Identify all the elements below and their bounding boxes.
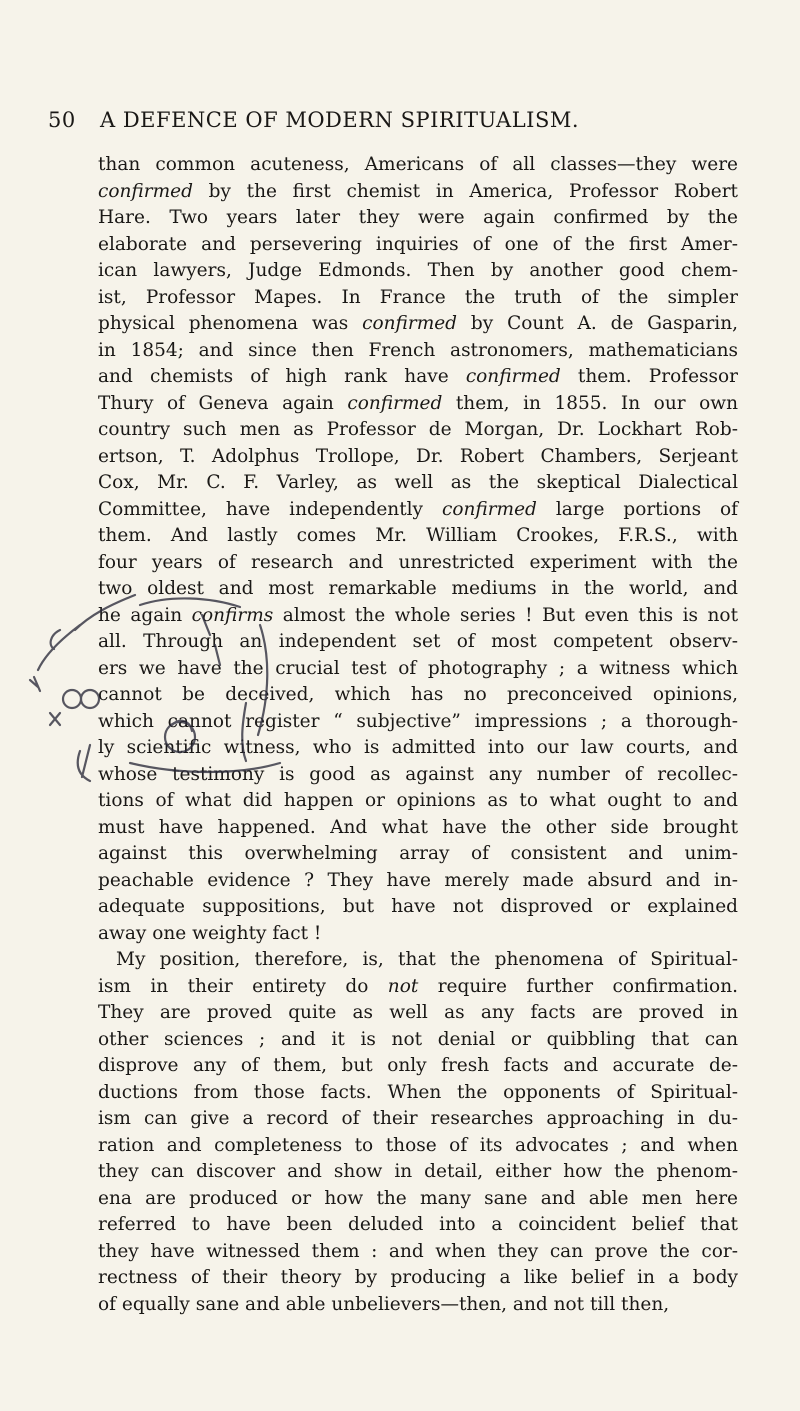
text-run: them. And lastly comes Mr. William Crookes, F.R.S., with: [98, 525, 738, 546]
text-run: all. Through an independent set of most competent observ-: [98, 631, 738, 652]
text-run: in 1854; and since then French astronomers, mathematicians: [98, 339, 738, 361]
text-line: [98, 788, 738, 815]
text-line: [98, 762, 738, 789]
text-run: which cannot register “ subjective” impressions ; a thorough-: [98, 710, 738, 732]
text-run: My position, therefore, is, that the phenomena of Spiritual-: [116, 949, 738, 970]
text-run: ductions from those facts. When the opponents of Spiritual-: [98, 1081, 738, 1103]
text-line: [98, 974, 738, 1001]
text-line: [98, 205, 738, 232]
text-run: ly scientific witness, who is admitted into our law courts, and: [98, 737, 738, 758]
text-run: large portions of: [536, 498, 738, 520]
text-run: ican lawyers, Judge Edmonds. Then by another good chem-: [98, 260, 738, 281]
text-line: [98, 497, 738, 524]
text-run: and chemists of high rank have: [98, 366, 466, 387]
text-line: [98, 179, 738, 206]
text-run: ration and completeness to those of its advocates ; and when: [98, 1134, 738, 1156]
italic-run: not: [387, 975, 419, 997]
text-run: peachable evidence ? They have merely made absurd and in-: [98, 869, 738, 891]
text-line: [98, 285, 738, 312]
text-run: of equally sane and able unbelievers—then, and not till then,: [98, 1293, 670, 1315]
text-line: [98, 1212, 738, 1239]
text-line: [98, 1133, 738, 1160]
text-run: rectness of their theory by producing a like belief in a body: [98, 1267, 738, 1288]
text-run: cannot be deceived, which has no preconceived opinions,: [98, 684, 738, 705]
text-run: almost the whole series ! But even this is not: [273, 604, 739, 626]
italic-run: confirms: [191, 604, 274, 626]
italic-run: confirmed: [347, 392, 443, 414]
text-run: referred to have been deluded into a coincident belief that: [98, 1214, 738, 1235]
text-line: [98, 152, 738, 179]
text-run: ers we have the crucial test of photography ; a witness which: [98, 657, 738, 679]
text-run: They are proved quite as well as any facts are proved in: [98, 1002, 738, 1023]
text-run: Committee, have independently: [98, 498, 442, 520]
text-run: they can discover and show in detail, either how the phenom-: [98, 1161, 738, 1182]
text-run: tions of what did happen or opinions as to what ought to and: [98, 790, 738, 811]
text-line: [98, 656, 738, 683]
text-line: [98, 1000, 738, 1027]
text-line: [98, 841, 738, 868]
text-line: [98, 417, 738, 444]
text-line: [98, 258, 738, 285]
text-run: adequate suppositions, but have not disproved or explained: [98, 896, 738, 917]
italic-run: confirmed: [465, 366, 561, 387]
text-run: they have witnessed them : and when they can prove the cor-: [98, 1240, 738, 1262]
text-run: ertson, T. Adolphus Trollope, Dr. Robert Chambers, Serjeant: [98, 445, 738, 467]
italic-run: confirmed: [441, 498, 537, 520]
text-line: [98, 311, 738, 338]
text-line: [98, 1265, 738, 1292]
text-run: ism can give a record of their researches approaching in du-: [98, 1108, 738, 1129]
text-run: country such men as Professor de Morgan, Dr. Lockhart Rob-: [98, 419, 738, 440]
text-line: [98, 629, 738, 656]
text-line: [98, 1106, 738, 1133]
text-run: than common acuteness, Americans of all classes—they were: [98, 154, 738, 175]
text-line: [98, 576, 738, 603]
text-run: against this overwhelming array of consistent and unim-: [98, 843, 738, 864]
text-run: whose testimony is good as against any number of recollec-: [98, 763, 738, 785]
text-line: [98, 391, 738, 418]
page-number: 50: [48, 108, 76, 132]
text-run: Hare. Two years later they were again confirmed by the: [98, 207, 738, 228]
italic-run: confirmed: [362, 313, 458, 334]
text-run: physical phenomena was: [98, 313, 363, 334]
text-line: [98, 1027, 738, 1054]
text-line: [98, 1159, 738, 1186]
text-run: ena are produced or how the many sane and able men here: [98, 1187, 738, 1209]
running-head: [48, 108, 778, 132]
text-line: [98, 682, 738, 709]
text-run: require further confirmation.: [418, 975, 738, 997]
text-line: [98, 1053, 738, 1080]
text-run: other sciences ; and it is not denial or quibbling that can: [98, 1028, 738, 1050]
text-run: them. Professor: [560, 366, 738, 387]
text-run: by Count A. de Gasparin,: [457, 313, 738, 334]
text-line: [98, 947, 738, 974]
text-run: disprove any of them, but only fresh facts and accurate de-: [98, 1055, 738, 1076]
text-run: ism in their entirety do: [98, 975, 388, 997]
text-run: elaborate and persevering inquiries of one of the first Amer-: [98, 233, 738, 255]
page-title: A DEFENCE OF MODERN SPIRITUALISM.: [100, 108, 580, 132]
text-line: [98, 523, 738, 550]
text-line: [98, 603, 738, 630]
text-line: [98, 815, 738, 842]
text-run: four years of research and unrestricted experiment with the: [98, 551, 738, 573]
text-run: them, in 1855. In our own: [442, 392, 738, 414]
text-run: by the first chemist in America, Professor Robert: [192, 180, 738, 202]
text-line: [98, 1080, 738, 1107]
text-line: [98, 1292, 738, 1319]
text-line: [98, 444, 738, 471]
text-run: ist, Professor Mapes. In France the truth of the simpler: [98, 286, 738, 308]
text-line: [98, 470, 738, 497]
text-line: [98, 1239, 738, 1266]
text-line: [98, 364, 738, 391]
text-run: must have happened. And what have the other side brought: [98, 816, 738, 838]
text-run: two oldest and most remarkable mediums in the world, and: [98, 578, 738, 599]
text-run: Thury of Geneva again: [98, 392, 348, 414]
text-line: [98, 894, 738, 921]
text-line: [98, 550, 738, 577]
text-line: [98, 1186, 738, 1213]
body-text: [98, 152, 738, 1318]
text-line: [98, 709, 738, 736]
italic-run: confirmed: [98, 180, 193, 202]
text-line: [98, 338, 738, 365]
text-run: Cox, Mr. C. F. Varley, as well as the skeptical Dialectical: [98, 472, 738, 493]
text-run: he again: [98, 604, 192, 626]
text-line: [98, 868, 738, 895]
text-run: away one weighty fact !: [98, 922, 322, 944]
text-line: [98, 232, 738, 259]
text-line: [98, 921, 738, 948]
text-line: [98, 735, 738, 762]
